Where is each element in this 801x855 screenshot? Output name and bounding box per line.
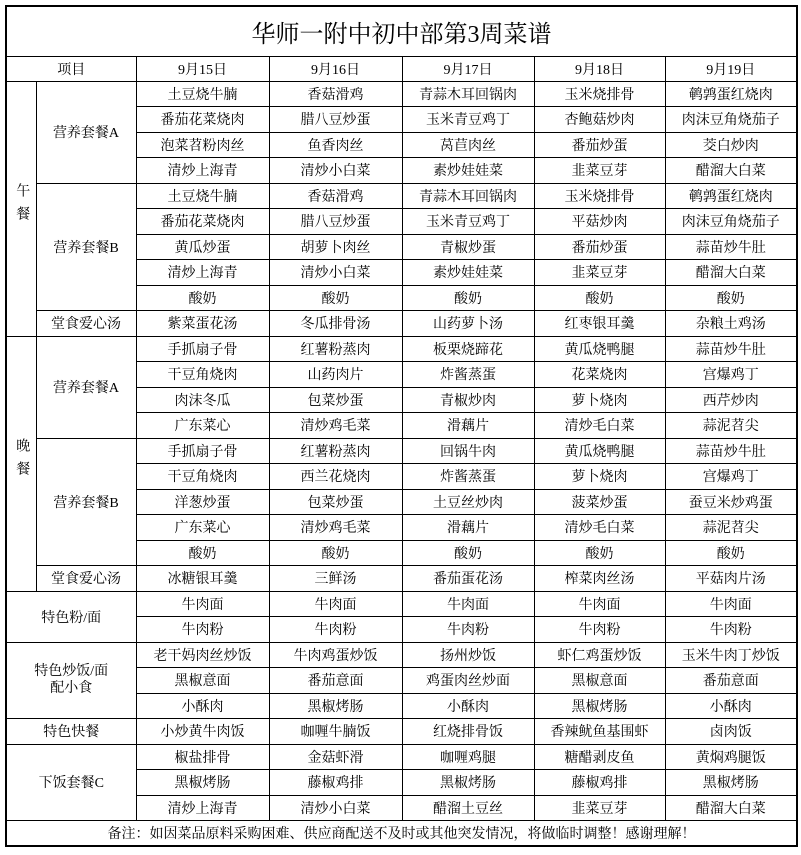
dinner-set-b-dish: 菠菜炒蛋 — [534, 489, 665, 515]
fried-dish: 老干妈肉丝炒饭 — [136, 642, 269, 668]
dinner-set-b-dish: 广东菜心 — [136, 515, 269, 541]
set-c-dish: 黑椒烤肠 — [136, 770, 269, 796]
set-c-dish: 藤椒鸡排 — [534, 770, 665, 796]
dinner-soup-dish: 三鲜汤 — [269, 566, 402, 592]
dinner-set-a-dish: 花菜烧肉 — [534, 362, 665, 388]
noodles-dish: 牛肉粉 — [269, 617, 402, 643]
meal-label-text: 午餐 — [14, 183, 30, 229]
dinner-set-a-dish: 红薯粉蒸肉 — [269, 336, 402, 362]
lunch-set-a-dish: 韭菜豆芽 — [534, 158, 665, 184]
fast-dish: 咖喱牛腩饭 — [269, 719, 402, 745]
set-c-dish: 藤椒鸡排 — [269, 770, 402, 796]
lunch-set-a-dish: 鱼香肉丝 — [269, 132, 402, 158]
noodles-dish: 牛肉面 — [136, 591, 269, 617]
dinner-set-a-dish: 包菜炒蛋 — [269, 387, 402, 413]
fried-dish: 小酥肉 — [136, 693, 269, 719]
dinner-set-b-dish: 红薯粉蒸肉 — [269, 438, 402, 464]
lunch-set-a-dish: 泡菜苕粉肉丝 — [136, 132, 269, 158]
lunch-set-b-dish: 鹌鹑蛋红烧肉 — [665, 183, 797, 209]
lunch-set-b-dish: 番茄炒蛋 — [534, 234, 665, 260]
dinner-soup-dish: 榨菜肉丝汤 — [534, 566, 665, 592]
header-day: 9月16日 — [269, 56, 402, 81]
set-c-dish: 椒盐排骨 — [136, 744, 269, 770]
fried-dish: 玉米牛肉丁炒饭 — [665, 642, 797, 668]
fried-dish: 黑椒意面 — [136, 668, 269, 694]
noodles-dish: 牛肉粉 — [665, 617, 797, 643]
fast-dish: 红烧排骨饭 — [402, 719, 534, 745]
lunch-set-a-dish: 清炒上海青 — [136, 158, 269, 184]
fried-dish: 虾仁鸡蛋炒饭 — [534, 642, 665, 668]
dinner-set-a-dish: 山药肉片 — [269, 362, 402, 388]
dinner-set-b-dish: 干豆角烧肉 — [136, 464, 269, 490]
dinner-set-b-dish: 宫爆鸡丁 — [665, 464, 797, 490]
set-c-dish: 清炒上海青 — [136, 795, 269, 821]
lunch-set-b-dish: 黄瓜炒蛋 — [136, 234, 269, 260]
group-label-fried-line2: 配小食 — [50, 681, 93, 697]
dinner-set-a-dish: 滑藕片 — [402, 413, 534, 439]
noodles-dish: 牛肉面 — [534, 591, 665, 617]
lunch-set-a-dish: 莴苣肉丝 — [402, 132, 534, 158]
meal-label-dinner — [6, 336, 36, 591]
lunch-set-a-dish: 清炒小白菜 — [269, 158, 402, 184]
fried-dish: 扬州炒饭 — [402, 642, 534, 668]
lunch-set-a-dish: 番茄花菜烧肉 — [136, 107, 269, 133]
fried-dish: 番茄意面 — [269, 668, 402, 694]
lunch-set-a-dish: 番茄炒蛋 — [534, 132, 665, 158]
dinner-set-b-dish: 清炒鸡毛菜 — [269, 515, 402, 541]
lunch-set-b-dish: 素炒娃娃菜 — [402, 260, 534, 286]
lunch-set-b-dish: 土豆烧牛腩 — [136, 183, 269, 209]
dinner-set-b-dish: 土豆丝炒肉 — [402, 489, 534, 515]
dinner-set-a-dish: 萝卜烧肉 — [534, 387, 665, 413]
lunch-set-b-dish: 酸奶 — [402, 285, 534, 311]
dinner-set-b-dish: 西兰花烧肉 — [269, 464, 402, 490]
header-day: 9月19日 — [665, 56, 797, 81]
fast-dish: 卤肉饭 — [665, 719, 797, 745]
fried-dish: 鸡蛋肉丝炒面 — [402, 668, 534, 694]
dinner-set-a-dish: 手抓扇子骨 — [136, 336, 269, 362]
menu-title: 华师一附中初中部第3周菜谱 — [6, 6, 797, 56]
lunch-soup-dish: 冬瓜排骨汤 — [269, 311, 402, 337]
lunch-soup-dish: 紫菜蛋花汤 — [136, 311, 269, 337]
group-label-lunch-set-a: 营养套餐A — [36, 81, 136, 183]
lunch-soup-dish: 红枣银耳羹 — [534, 311, 665, 337]
dinner-set-b-dish: 蒜泥苕尖 — [665, 515, 797, 541]
dinner-set-a-dish: 西芹炒肉 — [665, 387, 797, 413]
lunch-set-b-dish: 醋溜大白菜 — [665, 260, 797, 286]
lunch-set-b-dish: 清炒小白菜 — [269, 260, 402, 286]
header-day: 9月17日 — [402, 56, 534, 81]
lunch-set-b-dish: 平菇炒肉 — [534, 209, 665, 235]
lunch-set-a-dish: 茭白炒肉 — [665, 132, 797, 158]
fried-dish: 黑椒烤肠 — [534, 693, 665, 719]
fried-dish: 黑椒意面 — [534, 668, 665, 694]
dinner-set-b-dish: 清炒毛白菜 — [534, 515, 665, 541]
dinner-set-b-dish: 手抓扇子骨 — [136, 438, 269, 464]
lunch-set-a-dish: 杏鲍菇炒肉 — [534, 107, 665, 133]
lunch-set-a-dish: 土豆烧牛腩 — [136, 81, 269, 107]
dinner-set-b-dish: 酸奶 — [269, 540, 402, 566]
dinner-set-b-dish: 炸酱蒸蛋 — [402, 464, 534, 490]
lunch-set-b-dish: 酸奶 — [269, 285, 402, 311]
dinner-set-a-dish: 青椒炒肉 — [402, 387, 534, 413]
dinner-set-a-dish: 肉沫冬瓜 — [136, 387, 269, 413]
group-label-fast: 特色快餐 — [6, 719, 136, 745]
set-c-dish: 清炒小白菜 — [269, 795, 402, 821]
lunch-set-b-dish: 胡萝卜肉丝 — [269, 234, 402, 260]
lunch-set-a-dish: 青蒜木耳回锅肉 — [402, 81, 534, 107]
group-label-dinner-set-b: 营养套餐B — [36, 438, 136, 566]
lunch-set-b-dish: 香菇滑鸡 — [269, 183, 402, 209]
noodles-dish: 牛肉粉 — [402, 617, 534, 643]
header-day: 9月18日 — [534, 56, 665, 81]
header-row — [6, 56, 797, 81]
lunch-set-b-dish: 肉沫豆角烧茄子 — [665, 209, 797, 235]
lunch-set-b-dish: 玉米烧排骨 — [534, 183, 665, 209]
lunch-set-a-dish: 腊八豆炒蛋 — [269, 107, 402, 133]
lunch-set-b-dish: 玉米青豆鸡丁 — [402, 209, 534, 235]
noodles-dish: 牛肉面 — [269, 591, 402, 617]
lunch-set-b-dish: 蒜苗炒牛肚 — [665, 234, 797, 260]
lunch-set-b-dish: 番茄花菜烧肉 — [136, 209, 269, 235]
dinner-set-a-dish: 黄瓜烧鸭腿 — [534, 336, 665, 362]
dinner-set-a-dish: 板栗烧蹄花 — [402, 336, 534, 362]
lunch-set-a-dish: 醋溜大白菜 — [665, 158, 797, 184]
lunch-set-b-dish: 酸奶 — [534, 285, 665, 311]
dinner-set-b-dish: 酸奶 — [665, 540, 797, 566]
lunch-set-b-dish: 青椒炒蛋 — [402, 234, 534, 260]
dinner-set-a-dish: 蒜苗炒牛肚 — [665, 336, 797, 362]
dinner-set-a-dish: 宫爆鸡丁 — [665, 362, 797, 388]
lunch-set-a-dish: 鹌鹑蛋红烧肉 — [665, 81, 797, 107]
dinner-soup-dish: 冰糖银耳羹 — [136, 566, 269, 592]
menu-table — [5, 5, 798, 847]
lunch-soup-dish: 杂粮土鸡汤 — [665, 311, 797, 337]
set-c-dish: 糖醋剥皮鱼 — [534, 744, 665, 770]
dinner-set-b-dish: 酸奶 — [534, 540, 665, 566]
noodles-dish: 牛肉粉 — [136, 617, 269, 643]
lunch-set-b-dish: 韭菜豆芽 — [534, 260, 665, 286]
fried-dish: 番茄意面 — [665, 668, 797, 694]
header-day: 9月15日 — [136, 56, 269, 81]
noodles-dish: 牛肉面 — [402, 591, 534, 617]
dinner-set-b-dish: 酸奶 — [136, 540, 269, 566]
dinner-set-a-dish: 清炒毛白菜 — [534, 413, 665, 439]
set-c-dish: 咖喱鸡腿 — [402, 744, 534, 770]
dinner-set-b-dish: 洋葱炒蛋 — [136, 489, 269, 515]
dinner-set-b-dish: 黄瓜烧鸭腿 — [534, 438, 665, 464]
dinner-set-b-dish: 蒜苗炒牛肚 — [665, 438, 797, 464]
set-c-dish: 韭菜豆芽 — [534, 795, 665, 821]
fast-dish: 小炒黄牛肉饭 — [136, 719, 269, 745]
lunch-set-a-dish: 玉米烧排骨 — [534, 81, 665, 107]
group-label-dinner-soup: 堂食爱心汤 — [36, 566, 136, 592]
dinner-set-b-dish: 回锅牛肉 — [402, 438, 534, 464]
dinner-set-a-dish: 干豆角烧肉 — [136, 362, 269, 388]
fried-dish: 小酥肉 — [402, 693, 534, 719]
set-c-dish: 醋溜大白菜 — [665, 795, 797, 821]
lunch-soup-dish: 山药萝卜汤 — [402, 311, 534, 337]
note-text: 备注：如因菜品原料采购困难、供应商配送不及时或其他突发情况，将做临时调整！感谢理解！ — [6, 821, 797, 847]
dinner-soup-dish: 平菇肉片汤 — [665, 566, 797, 592]
lunch-set-b-dish: 青蒜木耳回锅肉 — [402, 183, 534, 209]
fried-dish: 小酥肉 — [665, 693, 797, 719]
set-c-dish: 黑椒烤肠 — [402, 770, 534, 796]
dinner-set-a-dish: 广东菜心 — [136, 413, 269, 439]
meal-label-lunch — [6, 81, 36, 336]
lunch-set-a-dish: 肉沫豆角烧茄子 — [665, 107, 797, 133]
noodles-dish: 牛肉粉 — [534, 617, 665, 643]
lunch-set-a-dish: 素炒娃娃菜 — [402, 158, 534, 184]
dinner-soup-dish: 番茄蛋花汤 — [402, 566, 534, 592]
lunch-set-a-dish: 玉米青豆鸡丁 — [402, 107, 534, 133]
set-c-dish: 金菇虾滑 — [269, 744, 402, 770]
lunch-set-b-dish: 清炒上海青 — [136, 260, 269, 286]
group-label-fried — [6, 642, 136, 719]
fast-dish: 香辣鱿鱼基围虾 — [534, 719, 665, 745]
dinner-set-a-dish: 炸酱蒸蛋 — [402, 362, 534, 388]
set-c-dish: 黑椒烤肠 — [665, 770, 797, 796]
fried-dish: 牛肉鸡蛋炒饭 — [269, 642, 402, 668]
noodles-dish: 牛肉面 — [665, 591, 797, 617]
dinner-set-b-dish: 萝卜烧肉 — [534, 464, 665, 490]
group-label-dinner-set-a: 营养套餐A — [36, 336, 136, 438]
lunch-set-a-dish: 香菇滑鸡 — [269, 81, 402, 107]
dinner-set-a-dish: 蒜泥苕尖 — [665, 413, 797, 439]
dinner-set-b-dish: 包菜炒蛋 — [269, 489, 402, 515]
dinner-set-b-dish: 蚕豆米炒鸡蛋 — [665, 489, 797, 515]
set-c-dish: 醋溜土豆丝 — [402, 795, 534, 821]
lunch-set-b-dish: 酸奶 — [136, 285, 269, 311]
group-label-noodles: 特色粉/面 — [6, 591, 136, 642]
group-label-lunch-soup: 堂食爱心汤 — [36, 311, 136, 337]
group-label-lunch-set-b: 营养套餐B — [36, 183, 136, 311]
group-label-set-c: 下饭套餐C — [6, 744, 136, 821]
lunch-set-b-dish: 酸奶 — [665, 285, 797, 311]
group-label-fried-line1: 特色炒饭/面 — [34, 664, 109, 680]
set-c-dish: 黄焖鸡腿饭 — [665, 744, 797, 770]
lunch-set-b-dish: 腊八豆炒蛋 — [269, 209, 402, 235]
fried-dish: 黑椒烤肠 — [269, 693, 402, 719]
header-item-label: 项目 — [6, 56, 136, 81]
dinner-set-b-dish: 滑藕片 — [402, 515, 534, 541]
dinner-set-a-dish: 清炒鸡毛菜 — [269, 413, 402, 439]
meal-label-text: 晚餐 — [14, 438, 30, 484]
dinner-set-b-dish: 酸奶 — [402, 540, 534, 566]
